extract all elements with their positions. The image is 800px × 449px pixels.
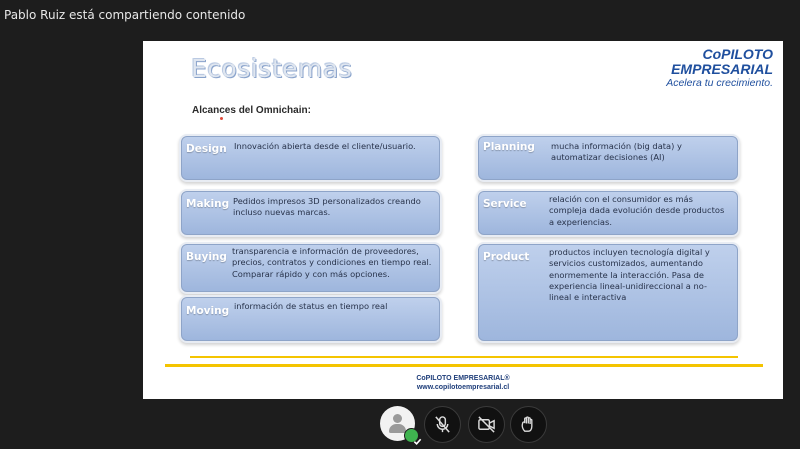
participant-avatar[interactable] xyxy=(380,406,415,441)
box-moving xyxy=(181,297,440,341)
raise-hand-button[interactable] xyxy=(510,406,547,443)
check-icon xyxy=(404,428,419,443)
footer-brand: CoPILOTO EMPRESARIAL® xyxy=(416,375,510,382)
box-text: mucha información (big data) y automatizar decisiones (AI) xyxy=(551,141,682,163)
box-label: Making xyxy=(186,198,230,210)
box-label: Service xyxy=(483,198,527,210)
brand-name-line1: CoPILOTO xyxy=(702,46,773,62)
red-dot-marker xyxy=(220,117,223,120)
yellow-rule-long xyxy=(165,364,763,367)
box-text: información de status en tiempo real xyxy=(234,301,388,311)
brand-logo xyxy=(666,47,773,89)
sharing-status-text: Pablo Ruiz está compartiendo contenido xyxy=(4,8,246,22)
box-design xyxy=(181,136,440,180)
box-label: Product xyxy=(483,251,530,263)
box-label: Buying xyxy=(186,251,227,263)
yellow-rule-short xyxy=(190,356,738,358)
box-planning xyxy=(478,136,738,180)
hand-icon xyxy=(519,415,538,434)
camera-toggle[interactable] xyxy=(468,406,505,443)
microphone-toggle[interactable] xyxy=(424,406,461,443)
box-text: Pedidos impresos 3D personalizados creando incluso nuevas marcas. xyxy=(233,196,421,218)
box-text: productos incluyen tecnología digital y servicios customizados, aumentando enormemente la interacción. Pasa de experiencia lineal-unidireccional a no-lineal e interactiva xyxy=(549,247,710,303)
footer-website: www.copilotoempresarial.cl xyxy=(416,384,510,391)
slide-title: Ecosistemas xyxy=(191,54,353,83)
camera-off-icon xyxy=(477,415,496,434)
box-text: transparencia e información de proveedores, precios, contratos y condiciones en tiempo real. Comparar rápido y con más opciones. xyxy=(232,246,432,279)
slide-subtitle: Alcances del Omnichain: xyxy=(192,105,311,116)
box-service xyxy=(478,191,738,235)
mic-off-icon xyxy=(433,415,452,434)
box-making xyxy=(181,191,440,235)
user-icon xyxy=(393,414,402,423)
box-label: Planning xyxy=(483,141,535,153)
box-label: Design xyxy=(186,143,227,155)
brand-name-line2: EMPRESARIAL xyxy=(671,61,773,77)
shared-slide xyxy=(143,41,783,399)
box-buying xyxy=(181,244,440,292)
brand-tagline: Acelera tu crecimiento. xyxy=(666,77,773,89)
box-text: Innovación abierta desde el cliente/usuario. xyxy=(234,141,416,151)
box-text: relación con el consumidor es más compleja dada evolución desde productos a experiencias. xyxy=(549,194,725,227)
user-icon-body xyxy=(389,424,406,433)
box-label: Moving xyxy=(186,305,230,317)
box-product xyxy=(478,244,738,341)
